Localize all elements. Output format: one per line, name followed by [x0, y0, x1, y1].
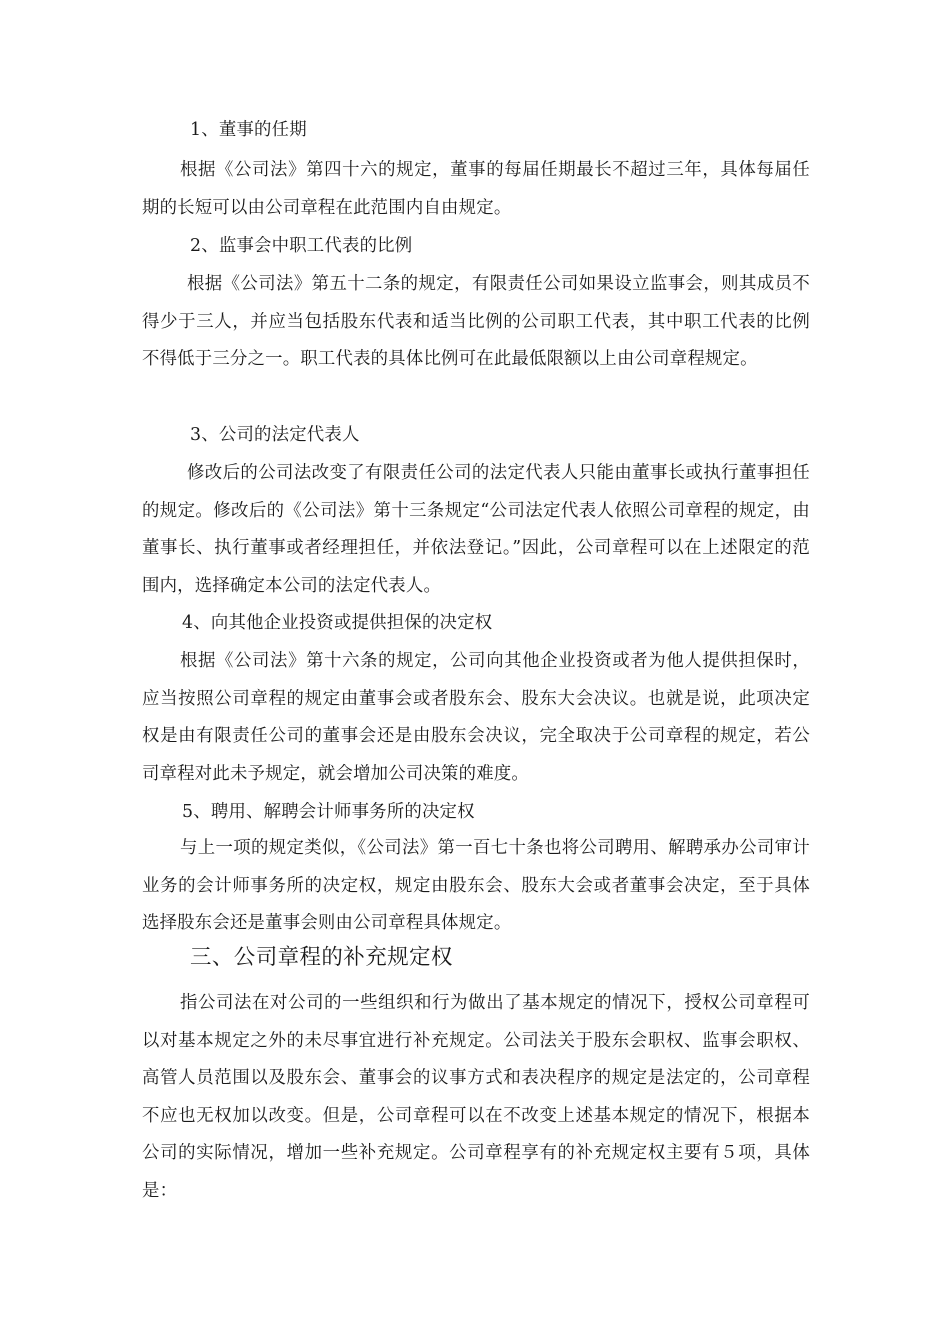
heading-supervisor-employee-ratio: 2、监事会中职工代表的比例: [190, 236, 413, 256]
paragraph-accounting-firm-decision: 与上一项的规定类似，《公司法》第一百七十条也将公司聘用、解聘承办公司审计业务的会计师事务所的决定权，规定由股东会、股东大会或者董事会决定，至于具体选择股东会还是董事会则由公司章程具体规定。: [142, 838, 810, 934]
section-title-supplementary-rights: 三、公司章程的补充规定权: [190, 945, 453, 970]
heading-term-of-directors: 1、董事的任期: [190, 120, 307, 140]
paragraph-term-of-directors: 根据《公司法》第四十六的规定，董事的每届任期最长不超过三年，具体每届任期的长短可以由公司章程在此范围内自由规定。: [142, 160, 810, 218]
paragraph-supervisor-employee-ratio: 根据《公司法》第五十二条的规定，有限责任公司如果设立监事会，则其成员不得少于三人，并应当包括股东代表和适当比例的公司职工代表，其中职工代表的比例不得低于三分之一。职工代表的具体比例可在此最低限额以上由公司章程规定。: [142, 274, 810, 370]
paragraph-legal-representative: 修改后的公司法改变了有限责任公司的法定代表人只能由董事长或执行董事担任的规定。修改后的《公司法》第十三条规定“公司法定代表人依照公司章程的规定，由董事长、执行董事或者经理担任，并依法登记。”因此，公司章程可以在上述限定的范围内，选择确定本公司的法定代表人。: [142, 463, 810, 596]
heading-accounting-firm-decision: 5、聘用、解聘会计师事务所的决定权: [182, 802, 475, 822]
paragraph-investment-guarantee-decision: 根据《公司法》第十六条的规定，公司向其他企业投资或者为他人提供担保时，应当按照公司章程的规定由董事会或者股东会、股东大会决议。也就是说，此项决定权是由有限责任公司的董事会还是由股东会决议，完全取决于公司章程的规定，若公司章程对此未予规定，就会增加公司决策的难度。: [142, 651, 810, 784]
heading-legal-representative: 3、公司的法定代表人: [190, 425, 360, 445]
paragraph-supplementary-rights: 指公司法在对公司的一些组织和行为做出了基本规定的情况下，授权公司章程可以对基本规定之外的未尽事宜进行补充规定。公司法关于股东会职权、监事会职权、高管人员范围以及股东会、董事会的议事方式和表决程序的规定是法定的，公司章程不应也无权加以改变。但是，公司章程可以在不改变上述基本规定的情况下，根据本公司的实际情况，增加一些补充规定。公司章程享有的补充规定权主要有５项，具体是：: [142, 993, 810, 1201]
heading-investment-guarantee-decision: 4、向其他企业投资或提供担保的决定权: [182, 613, 493, 633]
